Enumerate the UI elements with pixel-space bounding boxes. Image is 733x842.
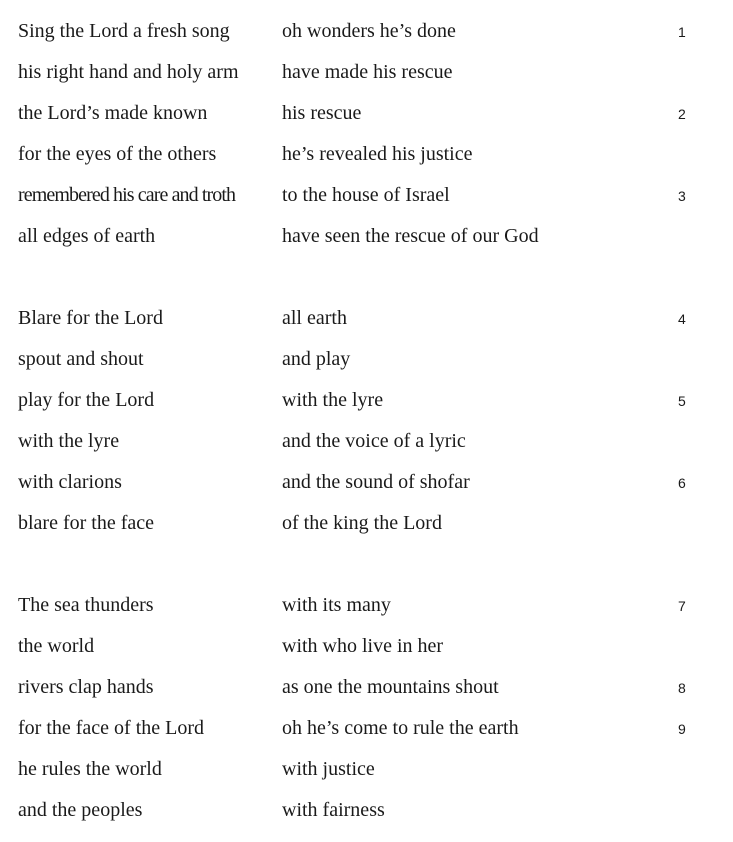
poem-line <box>18 749 718 790</box>
line-first-half: play for the Lord <box>18 389 155 411</box>
verse-number: 2 <box>678 106 686 122</box>
line-second-half: oh he’s come to rule the earth <box>282 717 519 739</box>
poem-line <box>18 462 718 503</box>
poem-line <box>18 52 718 93</box>
line-second-half: his rescue <box>282 102 362 124</box>
line-first-half: the Lord’s made known <box>18 102 208 124</box>
line-second-half: and the sound of shofar <box>282 471 470 493</box>
verse-number: 5 <box>678 393 686 409</box>
poem-line <box>18 503 718 544</box>
verse-number: 8 <box>678 680 686 696</box>
line-first-half: Blare for the Lord <box>18 307 163 329</box>
line-second-half: and the voice of a lyric <box>282 430 466 452</box>
poem-line <box>18 585 718 626</box>
poem-line <box>18 626 718 667</box>
line-first-half: remembered his care and troth <box>18 184 236 206</box>
line-second-half: all earth <box>282 307 347 329</box>
line-second-half: have seen the rescue of our God <box>282 225 539 247</box>
line-second-half: as one the mountains shout <box>282 676 499 698</box>
poem-line <box>18 298 718 339</box>
line-second-half: and play <box>282 348 351 370</box>
stanza-1 <box>18 11 718 257</box>
line-first-half: for the face of the Lord <box>18 717 205 739</box>
stanza-3 <box>18 585 718 831</box>
line-first-half: and the peoples <box>18 799 143 821</box>
line-first-half: his right hand and holy arm <box>18 61 239 83</box>
line-second-half: with the lyre <box>282 389 384 411</box>
line-first-half: rivers clap hands <box>18 676 154 698</box>
poem <box>18 11 718 831</box>
line-second-half: with its many <box>282 594 391 616</box>
line-first-half: for the eyes of the others <box>18 143 217 165</box>
line-second-half: with fairness <box>282 799 385 821</box>
verse-number: 9 <box>678 721 686 737</box>
line-second-half: have made his rescue <box>282 61 453 83</box>
poem-line <box>18 421 718 462</box>
poem-line <box>18 216 718 257</box>
line-first-half: with the lyre <box>18 430 120 452</box>
line-first-half: he rules the world <box>18 758 162 780</box>
line-second-half: with justice <box>282 758 375 780</box>
line-first-half: blare for the face <box>18 512 155 534</box>
poem-line <box>18 339 718 380</box>
verse-number: 4 <box>678 311 686 327</box>
line-first-half: with clarions <box>18 471 122 493</box>
line-second-half: to the house of Israel <box>282 184 450 206</box>
poem-line <box>18 93 718 134</box>
verse-number: 7 <box>678 598 686 614</box>
poem-line <box>18 134 718 175</box>
line-first-half: the world <box>18 635 95 657</box>
line-second-half: he’s revealed his justice <box>282 143 473 165</box>
line-second-half: oh wonders he’s done <box>282 20 456 42</box>
poem-line <box>18 380 718 421</box>
poem-line <box>18 667 718 708</box>
stanza-2 <box>18 298 718 544</box>
line-second-half: with who live in her <box>282 635 444 657</box>
poem-line <box>18 11 718 52</box>
line-second-half: of the king the Lord <box>282 512 442 534</box>
verse-number: 6 <box>678 475 686 491</box>
poem-line <box>18 790 718 831</box>
verse-number: 1 <box>678 24 686 40</box>
poem-line <box>18 175 718 216</box>
line-first-half: Sing the Lord a fresh song <box>18 20 230 42</box>
verse-number: 3 <box>678 188 686 204</box>
poem-line <box>18 708 718 749</box>
line-first-half: spout and shout <box>18 348 144 370</box>
line-first-half: The sea thunders <box>18 594 154 616</box>
line-first-half: all edges of earth <box>18 225 156 247</box>
